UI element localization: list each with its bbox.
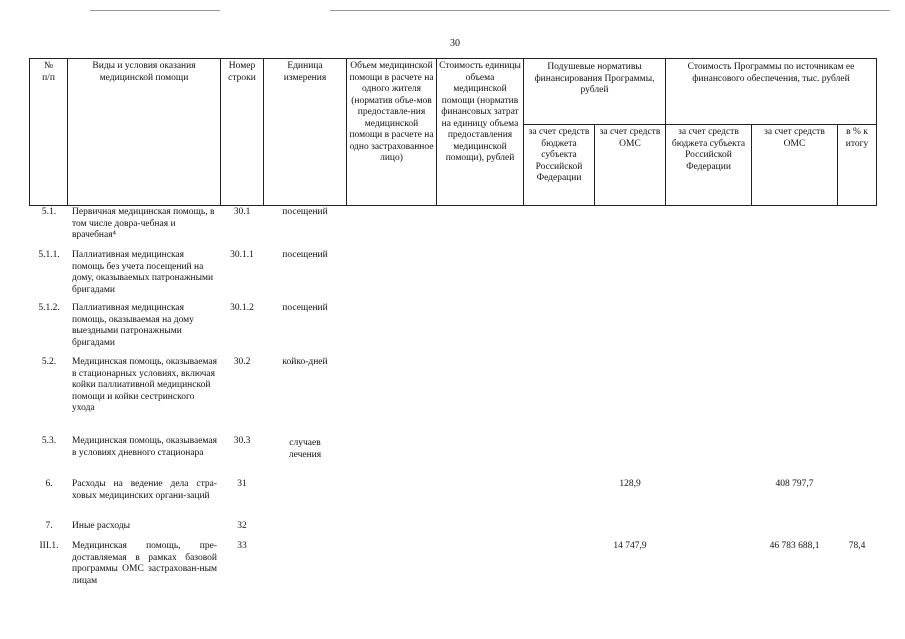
row-norm-oms: 14 747,9 xyxy=(613,541,647,551)
row-unit: посещений xyxy=(282,303,328,313)
row-name: Паллиативная медицинская помощь без учета посещений на дому, оказываемых патронажными бригадами xyxy=(72,250,214,295)
row-unit: койко-дней xyxy=(282,357,328,367)
page-number: 30 xyxy=(450,38,460,49)
row-line: 30.3 xyxy=(233,436,251,446)
header-program-budget: за счет средств бюджета субъекта Российской Федерации xyxy=(665,124,752,206)
row-line: 31 xyxy=(237,479,247,489)
header-unit: Единица измерения xyxy=(263,58,347,206)
scan-line xyxy=(90,10,220,11)
header-norms-budget: за счет средств бюджета субъекта Российской Федерации xyxy=(523,124,595,206)
row-name: Паллиативная медицинская помощь, оказываемая на дому выездными патронажными бригадами xyxy=(72,303,194,348)
row-program-oms: 46 783 688,1 xyxy=(769,541,820,551)
row-name: Медицинская помощь, пре-доставляемая в рамках базовой программы ОМС застрахован-ным лицам xyxy=(72,541,217,586)
header-program-oms: за счет средств ОМС xyxy=(751,124,838,206)
header-unit-cost: Стоимость единицы объема медицинской помощи (норматив финансовых затрат на единицу объема предоставления медицинской помощи), рублей xyxy=(436,58,524,206)
row-number: III.1. xyxy=(39,541,59,551)
header-number: № п/п xyxy=(29,58,68,206)
header-line-number: Номер строки xyxy=(220,58,264,206)
row-name: Иные расходы xyxy=(72,521,131,531)
header-volume: Объем медицинской помощи в расчете на одного жителя (норматив объе-мов предоставле-ния медицинской помощи в расчете на одно застрахованное лицо) xyxy=(346,58,437,206)
row-unit: посещений xyxy=(282,207,328,217)
row-number: 5.1.2. xyxy=(38,303,60,313)
row-number: 5.1. xyxy=(41,207,57,217)
row-percent: 78,4 xyxy=(848,541,866,551)
row-unit: посещений xyxy=(282,250,328,260)
scan-line xyxy=(330,10,890,11)
header-per-capita-norms: Подушевые нормативы финансирования Программы, рублей xyxy=(523,58,666,125)
header-percent-total: в % к итогу xyxy=(837,124,877,206)
row-number: 5.1.1. xyxy=(38,250,60,260)
row-line: 30.2 xyxy=(233,357,251,367)
row-line: 32 xyxy=(237,521,247,531)
row-name: Первичная медицинская помощь, в том числе довра-чебная и врачебная⁴ xyxy=(72,207,215,240)
row-number: 7. xyxy=(45,521,53,531)
row-name: Медицинская помощь, оказываемая в стационарных условиях, включая койки паллиативной медицинской помощи и койки сестринского ухода xyxy=(72,357,217,413)
row-line: 30.1.1 xyxy=(230,250,254,260)
row-line: 33 xyxy=(237,541,247,551)
row-line: 30.1.2 xyxy=(230,303,254,313)
row-number: 5.3. xyxy=(41,436,57,446)
row-name: Расходы на ведение дела стра-ховых медицинских органи-заций xyxy=(72,479,217,501)
header-norms-oms: за счет средств ОМС xyxy=(594,124,666,206)
row-program-oms: 408 797,7 xyxy=(775,479,814,489)
header-care-type: Виды и условия оказания медицинской помощи xyxy=(67,58,221,206)
row-name: Медицинская помощь, оказываемая в условиях дневного стационара xyxy=(72,436,217,458)
row-unit: случаев лечения xyxy=(288,438,322,460)
header-program-cost: Стоимость Программы по источникам ее финансового обеспечения, тыс. рублей xyxy=(665,58,877,125)
row-number: 6. xyxy=(45,479,53,489)
row-number: 5.2. xyxy=(41,357,57,367)
row-line: 30.1 xyxy=(233,207,251,217)
row-norm-oms: 128,9 xyxy=(619,479,641,489)
